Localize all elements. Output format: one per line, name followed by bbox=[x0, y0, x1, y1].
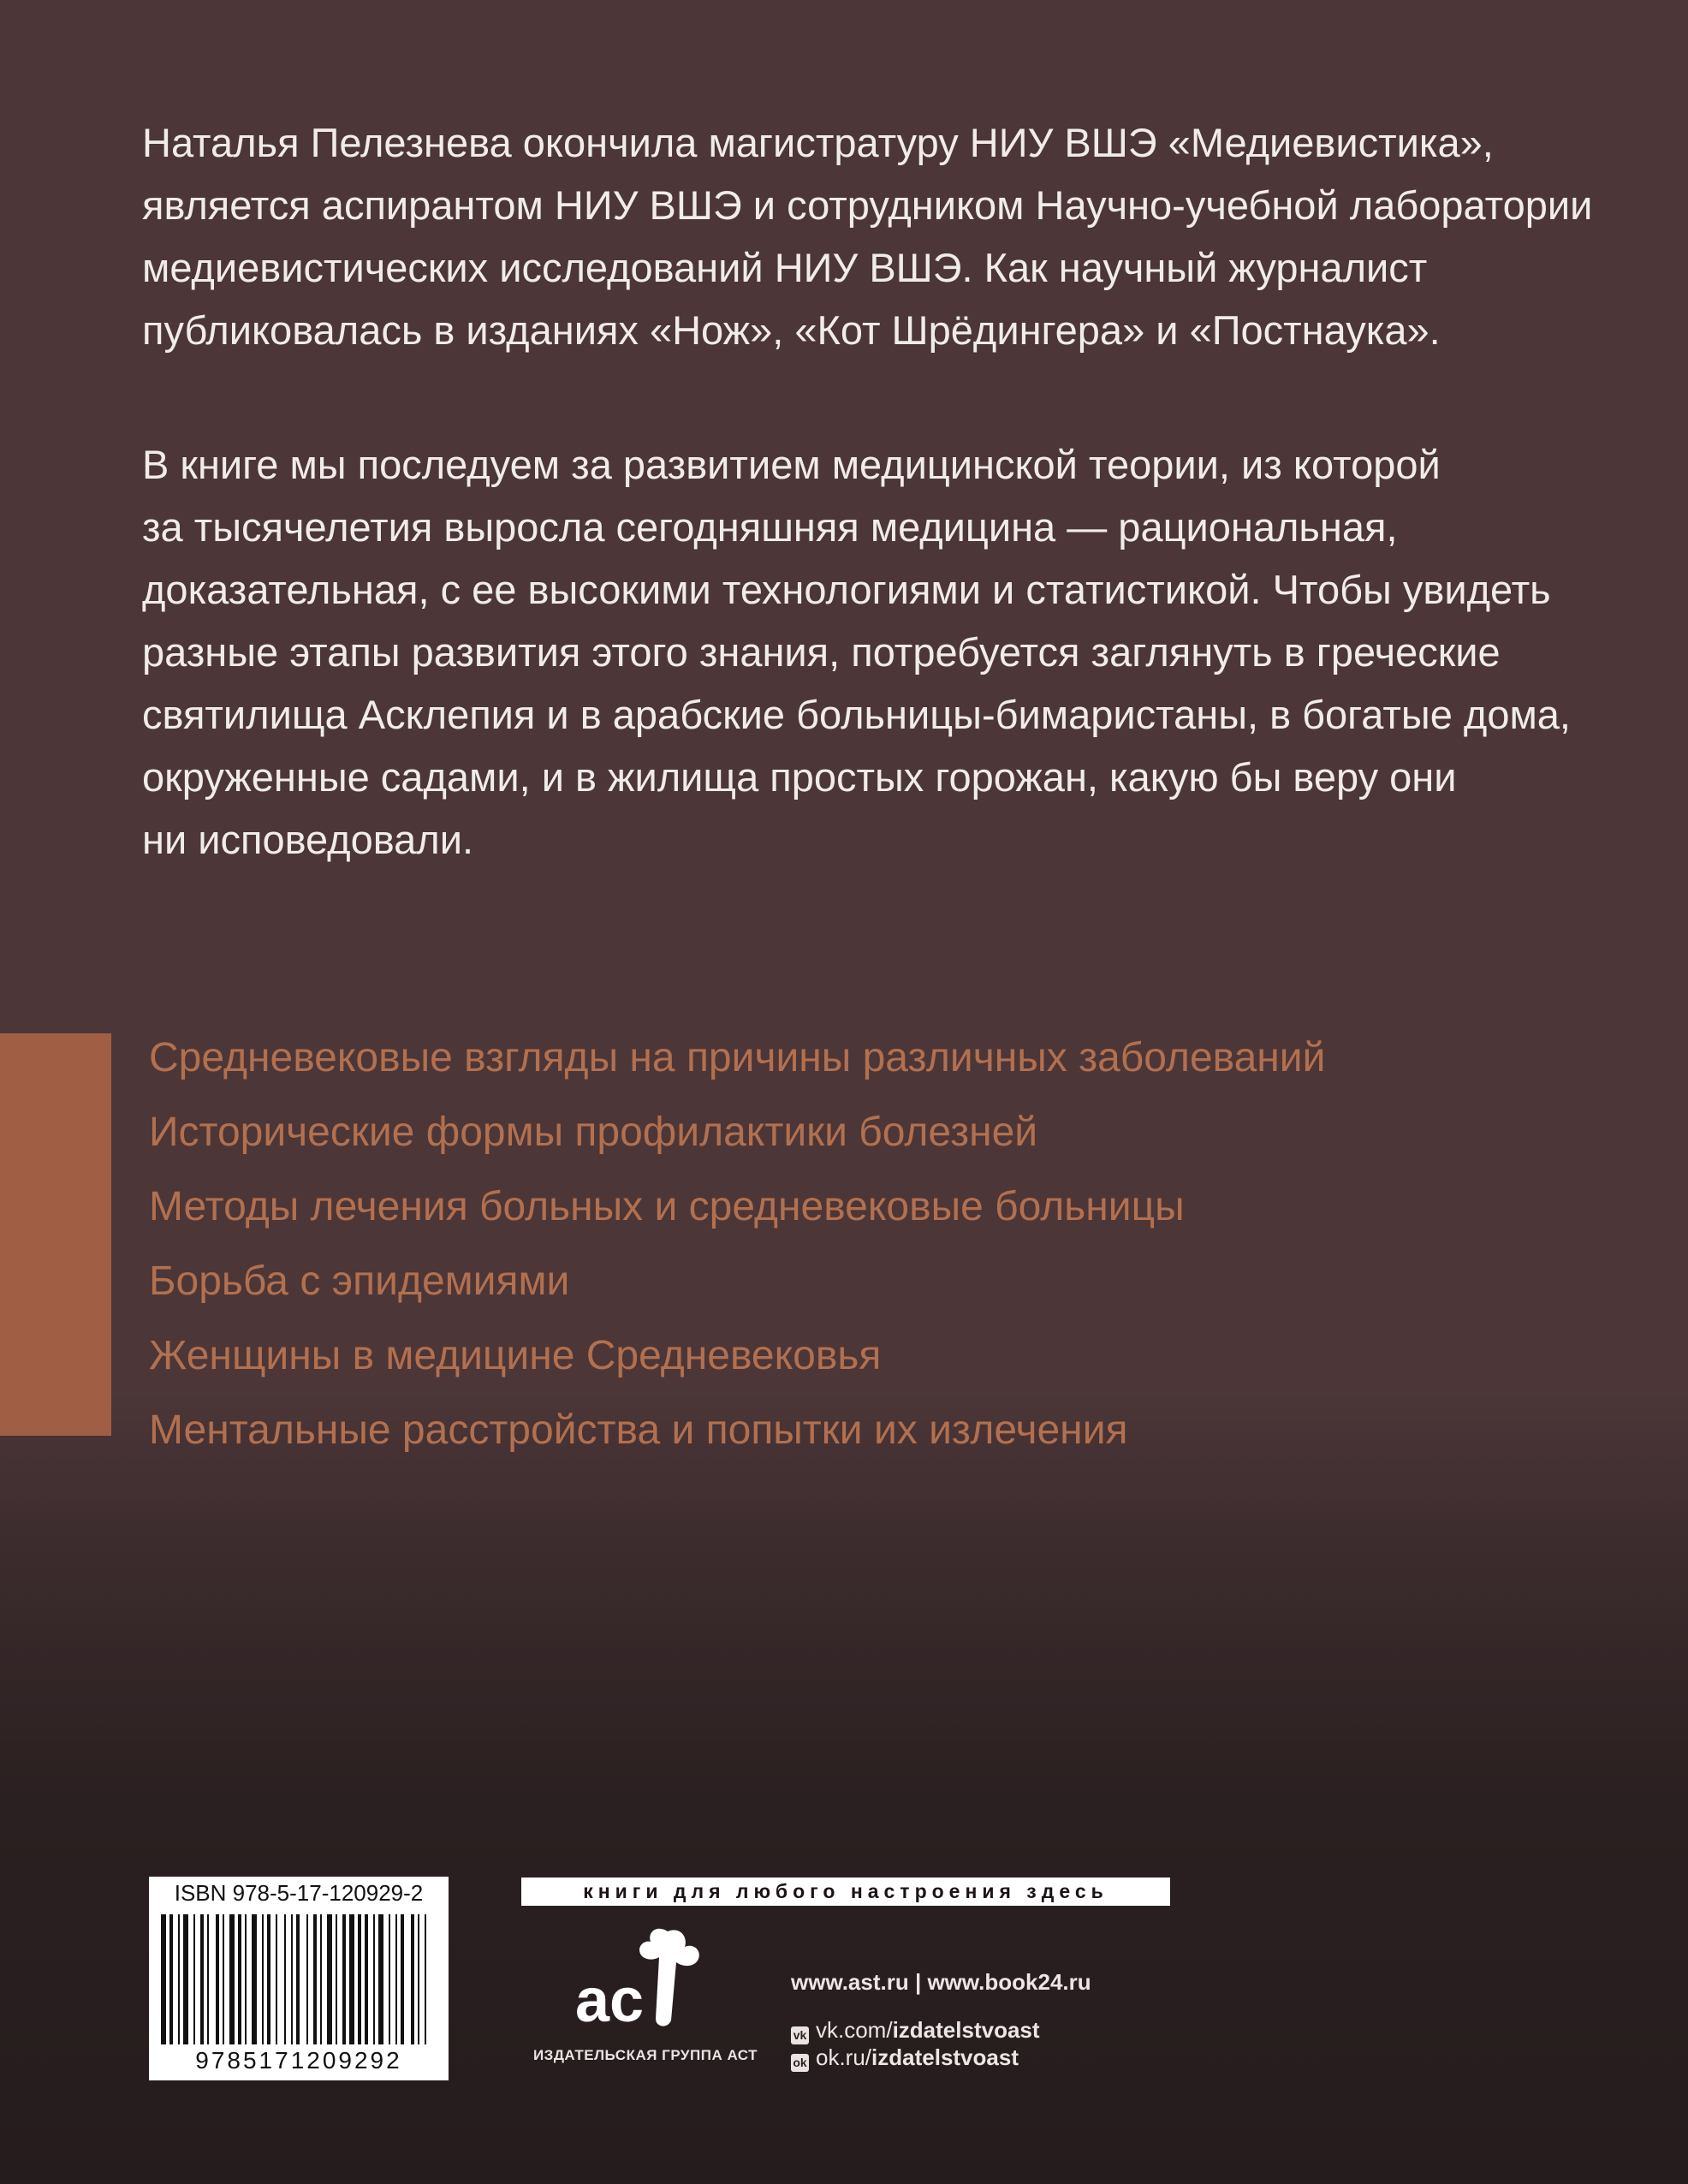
vk-prefix: vk.com/ bbox=[816, 2017, 893, 2043]
bio-line: публиковалась в изданиях «Нож», «Кот Шрёдингера» и «Постнаука». bbox=[142, 307, 1441, 353]
ok-handle: izdatelstvoast bbox=[871, 2044, 1019, 2070]
author-bio bbox=[142, 111, 1593, 361]
topic-item: Средневековые взгляды на причины различных заболеваний bbox=[149, 1035, 1326, 1080]
ok-prefix: ok.ru/ bbox=[816, 2044, 872, 2070]
ast-logo-text: ac bbox=[575, 1967, 645, 2035]
topic-item: Ментальные расстройства и попытки их излечения bbox=[149, 1407, 1128, 1453]
barcode-digits: 9785171209292 bbox=[195, 2047, 402, 2074]
bio-line: Наталья Пелезнева окончила магистратуру НИУ ВШЭ «Медиевистика», bbox=[142, 120, 1494, 165]
description-line: святилища Асклепия и в арабские больницы-бимаристаны, в богатые дома, bbox=[142, 692, 1571, 737]
topic-item: Женщины в медицине Средневековья bbox=[149, 1333, 882, 1378]
publisher-caption: ИЗДАТЕЛЬСКАЯ ГРУППА АСТ bbox=[532, 2047, 758, 2063]
topic-item: Исторические формы профилактики болезней bbox=[149, 1110, 1038, 1155]
description-line: за тысячелетия выросла сегодняшняя медицина — рациональная, bbox=[142, 504, 1398, 550]
book-description bbox=[142, 433, 1571, 871]
description-line: ни исповедовали. bbox=[142, 817, 474, 862]
isbn-barcode-box bbox=[149, 1877, 449, 2080]
ast-logo-icon bbox=[565, 1923, 728, 2038]
ok-icon: ok bbox=[791, 2054, 809, 2072]
topics-list bbox=[149, 1021, 1325, 1467]
accent-bar bbox=[0, 1033, 111, 1436]
vk-handle: izdatelstvoast bbox=[892, 2017, 1040, 2043]
topic-item: Борьба с эпидемиями bbox=[149, 1259, 570, 1304]
bio-line: медиевистических исследований НИУ ВШЭ. Как научный журналист bbox=[142, 245, 1428, 290]
description-line: В книге мы последуем за развитием медицинской теории, из которой bbox=[142, 442, 1441, 487]
description-line: разные этапы развития этого знания, потребуется заглянуть в греческие bbox=[142, 629, 1501, 675]
publisher-websites[interactable]: www.ast.ru | www.book24.ru bbox=[791, 1969, 1091, 1995]
vk-link[interactable] bbox=[791, 2017, 1040, 2044]
description-line: доказательная, с ее высокими технологиями и статистикой. Чтобы увидеть bbox=[142, 567, 1551, 612]
topic-item: Методы лечения больных и средневековые больницы bbox=[149, 1184, 1185, 1229]
bio-line: является аспирантом НИУ ВШЭ и сотрудником Научно-учебной лаборатории bbox=[142, 182, 1593, 228]
barcode-icon bbox=[161, 1914, 437, 2044]
description-line: окруженные садами, и в жилища простых горожан, какую бы веру они bbox=[142, 754, 1457, 800]
ast-logo-figure bbox=[639, 1929, 699, 2026]
vk-icon: vk bbox=[791, 2026, 809, 2044]
ok-link[interactable] bbox=[791, 2044, 1019, 2072]
isbn-label: ISBN 978-5-17-120929-2 bbox=[174, 1880, 424, 1906]
publisher-tagline: книги для любого настроения здесь bbox=[521, 1878, 1170, 1906]
